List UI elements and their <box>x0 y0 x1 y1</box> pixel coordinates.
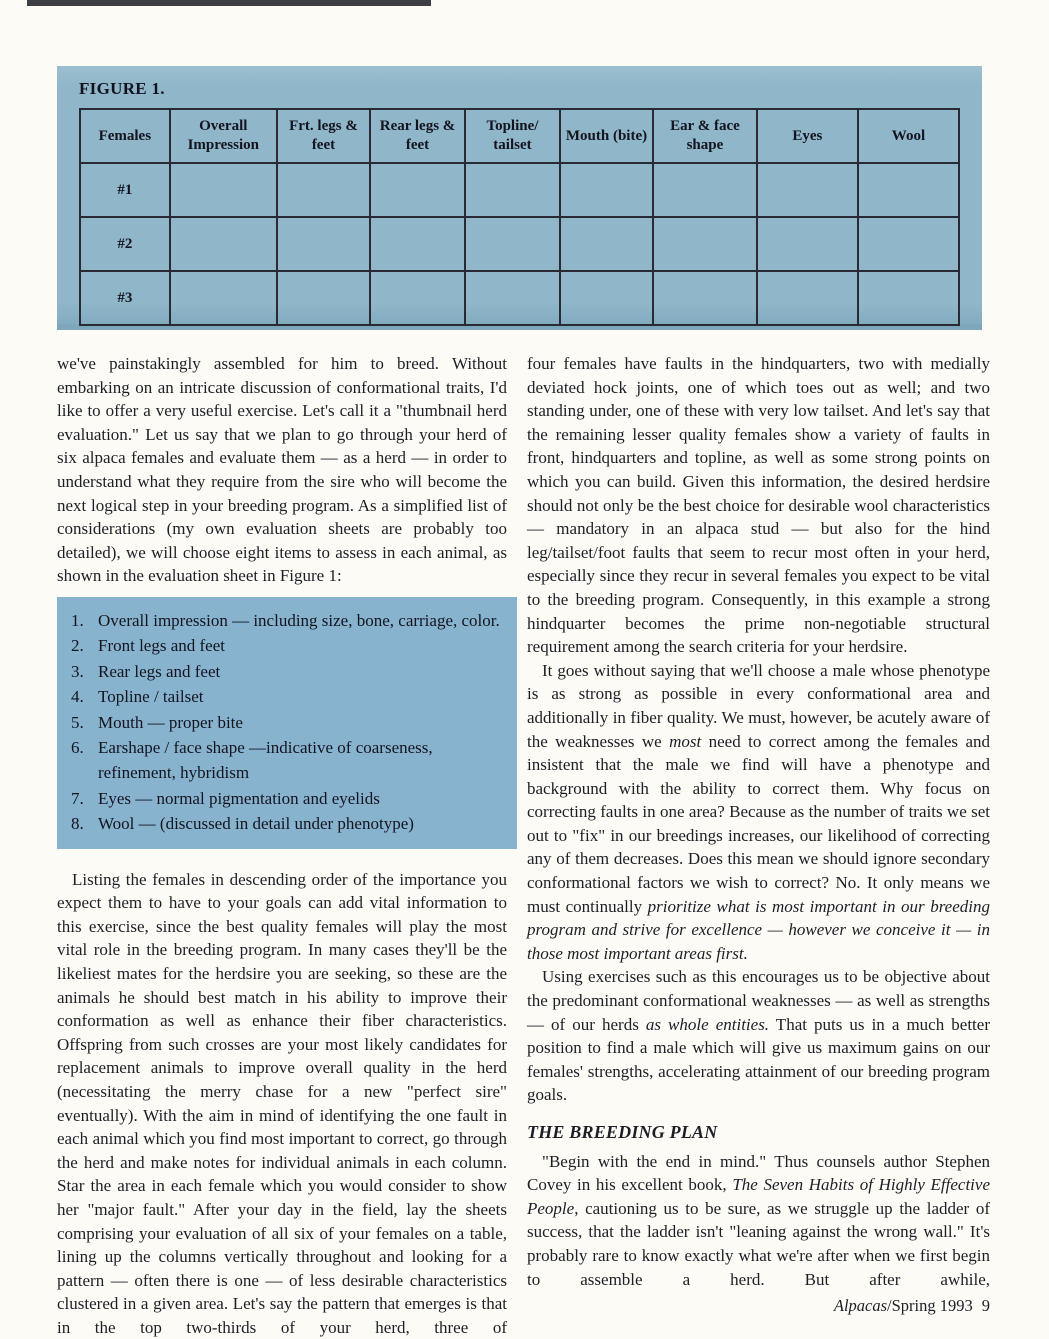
table-cell <box>653 163 757 217</box>
table-cell <box>465 217 560 271</box>
paragraph-segment-italic: as whole entities. <box>645 1014 770 1034</box>
table-cell <box>170 271 277 325</box>
right-column <box>527 352 990 1339</box>
table-cell <box>653 271 757 325</box>
figure-label: FIGURE 1. <box>79 79 165 98</box>
paragraph-segment: , cautioning us to be sure, as we struggle up the ladder of success, that the ladder isn't "leaning against the wrong wall." It's probably rare to know exactly what we're after when we first begin to assemble a herd. But after awhile, <box>527 1198 990 1289</box>
item-text: Wool — (discussed in detail under phenotype) <box>98 814 414 834</box>
column-header-topline-tailset: Topline/ tailset <box>465 109 560 163</box>
item-number: 2. <box>71 636 84 656</box>
column-header-mouth: Mouth (bite) <box>560 109 653 163</box>
table-row <box>80 271 959 325</box>
paragraph-segment-italic: The Seven Habits of Highly Effective People <box>527 1175 990 1218</box>
table-cell <box>757 271 858 325</box>
paragraph <box>527 965 990 1107</box>
table-cell <box>653 217 757 271</box>
row-label: #2 <box>80 217 170 271</box>
paragraph: four females have faults in the hindquarters, two with medially deviated hock joints, one of which toes out as well; and two standing under, one of these with very low tailset. And let's say that the remaining lesser quality females show a variety of faults in front, hindquarters and topline, as well as some strong points on which you can build. Given this information, the desired herdsire should not only be the best choice for desirable wool characteristics — mandatory in an alpaca stud — but also for the hind leg/tailset/foot faults that seem to recur most often in your herd, especially since they recur in several females you expect to be vital to the breeding program. Consequently, in this example a strong hindquarter becomes the prime non-negotiable structural requirement among the search criteria for your herdsire. <box>527 354 990 657</box>
evaluation-table <box>79 108 960 326</box>
item-text: Mouth — proper bite <box>98 712 243 732</box>
table-cell <box>370 217 465 271</box>
paragraph-segment: "Begin with the end in mind." Thus counsels author Stephen Covey in his excellent book, <box>527 1151 990 1195</box>
figure-block <box>57 66 982 330</box>
item-number: 6. <box>71 737 84 757</box>
paragraph-segment-italic: most <box>669 731 702 751</box>
table-cell <box>370 163 465 217</box>
list-item <box>71 659 505 684</box>
list-item <box>71 710 505 735</box>
item-text: Front legs and feet <box>98 636 225 656</box>
table-cell <box>277 163 370 217</box>
table-cell <box>858 271 959 325</box>
list-item <box>71 735 505 786</box>
paragraph-segment-italic: prioritize what is most important in our breeding program and strive for excellence — however we conceive it — in those most important areas first. <box>527 896 990 963</box>
table-cell <box>757 217 858 271</box>
table-cell <box>560 163 653 217</box>
table-cell <box>277 217 370 271</box>
criteria-list-box <box>57 597 517 849</box>
item-text: Eyes — normal pigmentation and eyelids <box>98 788 380 808</box>
list-item <box>71 608 505 633</box>
table-cell <box>858 217 959 271</box>
table-cell <box>757 163 858 217</box>
table-cell <box>465 163 560 217</box>
item-number: 7. <box>71 788 84 808</box>
article-body <box>57 352 990 1339</box>
paragraph-segment: Using exercises such as this encourages us to be objective about the predominant conformational weaknesses — as well as strengths — of our herds <box>527 967 990 1034</box>
table-cell <box>277 271 370 325</box>
item-text: Topline / tailset <box>98 687 204 707</box>
item-number: 1. <box>71 610 84 630</box>
paragraph: Listing the females in descending order of the importance you expect them to have to your goals can add vital information to this exercise, since the best quality females will play the most vital role in the breeding program. In many cases they'll be the likeliest mates for the herdsire you are seeking, so these are the animals he should best match in his ability to improve their conformation as well as enhance their fiber characteristics. Offspring from such crosses are your most likely candidates for replacement animals to improve overall quality in the herd (necessitating the merry chase for a new "perfect sire" eventually). With the aim in mind of identifying the one fault in each animal which you find most important to correct, go through the herd and make notes for individual animals in each column. Star the area in each female which you would consider to show her "major fault." After your day in the field, lay the sheets comprising your evaluation of all six of your females on a table, lining up the columns vertically throughout and looking for a pattern — often there is one — of less desirable characteristics clustered in a given area. Let's say the pattern that emerges is that in the top two-thirds of your herd, three of <box>57 869 507 1337</box>
paragraph <box>527 1150 990 1292</box>
row-label: #3 <box>80 271 170 325</box>
column-header-rear-legs: Rear legs & feet <box>370 109 465 163</box>
paragraph <box>527 659 990 966</box>
table-cell <box>170 163 277 217</box>
item-text: Earshape / face shape —indicative of coarseness, refinement, hybridism <box>98 737 433 783</box>
table-row <box>80 217 959 271</box>
list-item <box>71 633 505 658</box>
journal-name: Alpacas <box>833 1296 888 1315</box>
paragraph-segment: It goes without saying that we'll choose a male whose phenotype is as strong as possible in every conformational area and additionally in fiber quality. We must, however, be acutely aware of the weaknesses we <box>527 660 990 751</box>
row-label: #1 <box>80 163 170 217</box>
list-item <box>71 786 505 811</box>
header-row <box>80 109 959 163</box>
table-cell <box>370 271 465 325</box>
paragraph-segment: That puts us in a much better position to find a male which will give us maximum gains on our females' strengths, accelerating attainment of our breeding program goals. <box>527 1014 990 1105</box>
section-heading: THE BREEDING PLAN <box>527 1122 718 1142</box>
list-item <box>71 684 505 709</box>
table-cell <box>560 271 653 325</box>
item-number: 3. <box>71 661 84 681</box>
issue-text: /Spring 1993 <box>887 1296 973 1315</box>
paragraph-segment: need to correct among the females and insistent that the male we find will have a phenotype and background with the ability to correct them. Why focus on correcting faults in one area? Because as the number of traits we set out to "fix" in our breedings increases, our likelihood of correcting any of them decreases. Does this mean we should ignore secondary conformational factors we wish to correct? No. It only means we must continually <box>527 731 990 916</box>
item-text: Overall impression — including size, bone, carriage, color. <box>98 610 500 630</box>
scan-artifact-bar <box>27 0 431 6</box>
table-cell <box>170 217 277 271</box>
column-header-front-legs: Frt. legs & feet <box>277 109 370 163</box>
item-number: 5. <box>71 712 84 732</box>
table-cell <box>858 163 959 217</box>
item-text: Rear legs and feet <box>98 661 221 681</box>
list-item <box>71 811 505 836</box>
column-header-females: Females <box>80 109 170 163</box>
page-footer <box>57 1296 990 1316</box>
column-header-overall-impression: Overall Impression <box>170 109 277 163</box>
table-cell <box>560 217 653 271</box>
column-header-eyes: Eyes <box>757 109 858 163</box>
table-cell <box>465 271 560 325</box>
item-number: 4. <box>71 687 84 707</box>
page-number: 9 <box>981 1296 990 1315</box>
column-header-wool: Wool <box>858 109 959 163</box>
column-header-ear-face-shape: Ear & face shape <box>653 109 757 163</box>
paragraph: we've painstakingly assembled for him to breed. Without embarking on an intricate discussion of conformational traits, I'd like to offer a very useful exercise. Let's call it a "thumbnail herd evaluation." Let us say that we plan to go through your herd of six alpaca females and evaluate them — as a herd — in order to understand what they require from the sire who will become the next logical step in your breeding program. As a simplified list of considerations (my own evaluation sheets are probably too detailed), we will choose eight items to assess in each animal, as shown in the evaluation sheet in Figure 1: <box>57 354 507 586</box>
table-row <box>80 163 959 217</box>
item-number: 8. <box>71 814 84 834</box>
left-column <box>57 352 507 1339</box>
